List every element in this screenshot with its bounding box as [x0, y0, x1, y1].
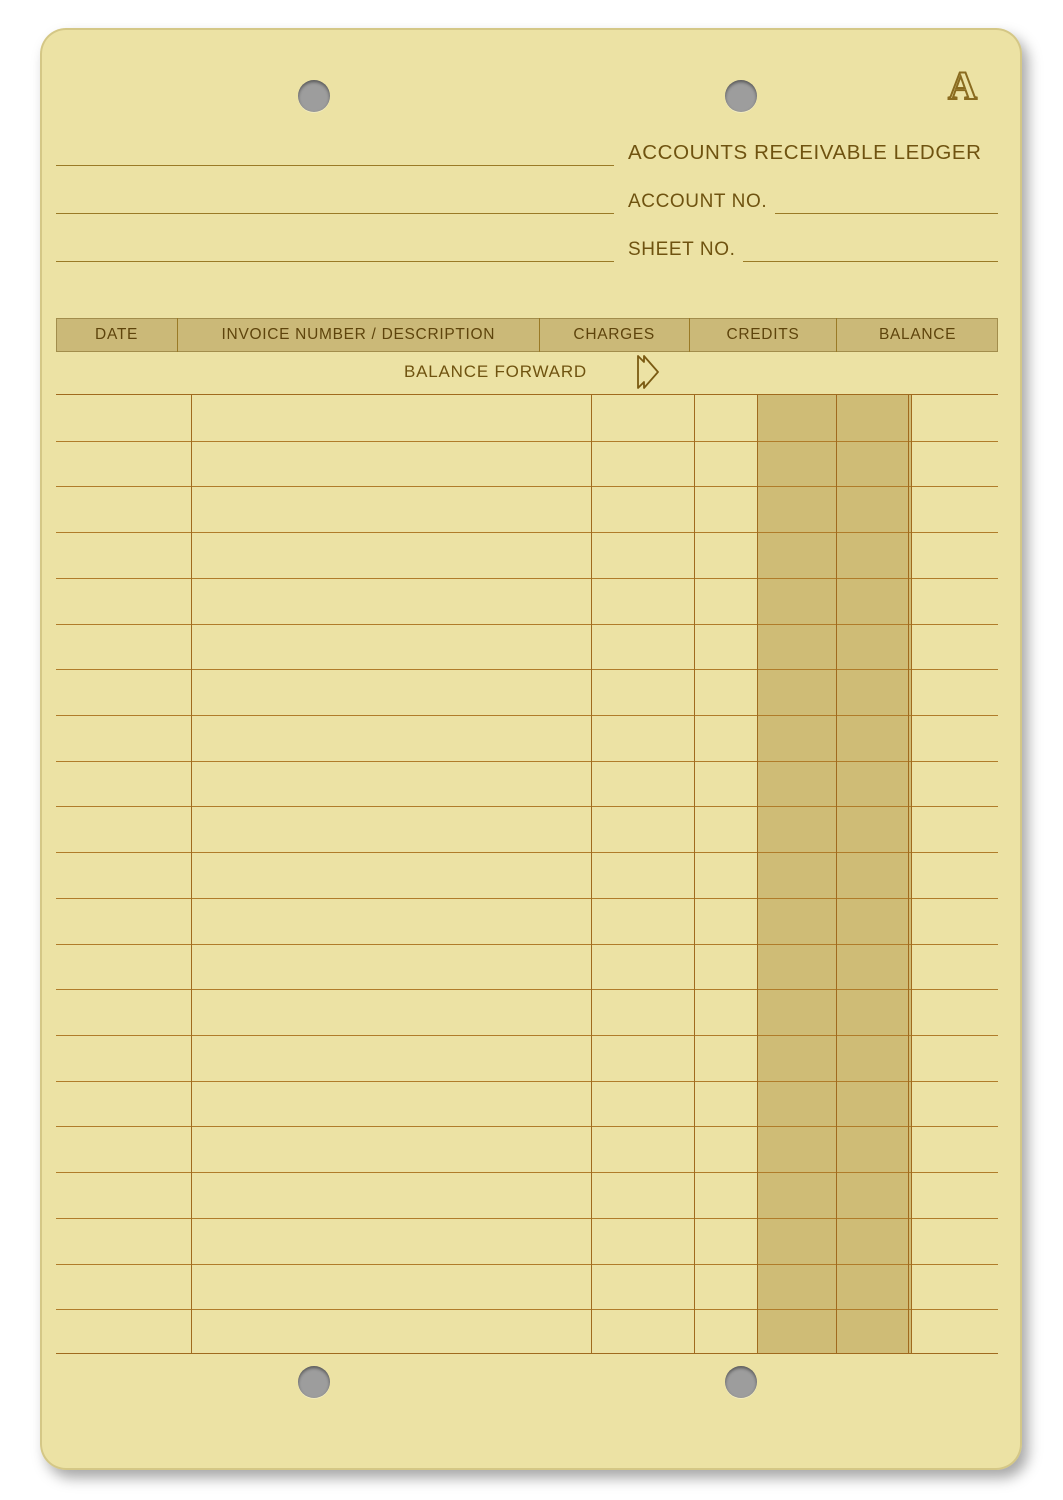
grid-column-line-5 — [911, 395, 912, 1353]
column-header-credits: CREDITS — [690, 318, 837, 352]
grid-row-line — [56, 852, 998, 853]
grid-column-line-0 — [191, 395, 192, 1353]
grid-row-line — [56, 1172, 998, 1173]
column-header-charges: CHARGES — [540, 318, 690, 352]
column-header-band — [56, 318, 998, 352]
grid-row-line — [56, 1035, 998, 1036]
corner-index-letter: A — [948, 63, 978, 108]
grid-row-line — [56, 806, 998, 807]
arrow-right-icon — [635, 354, 661, 390]
balance-forward-row — [56, 352, 998, 394]
grid-column-line-3 — [757, 395, 758, 1353]
punch-hole-bottom-right — [725, 1366, 757, 1398]
customer-city-field[interactable] — [56, 239, 614, 262]
header-row-title — [56, 136, 998, 166]
ledger-grid[interactable] — [56, 394, 998, 1354]
header-row-account — [56, 184, 998, 214]
customer-name-field[interactable] — [56, 143, 614, 166]
grid-row-line — [56, 532, 998, 533]
column-header-date: DATE — [56, 318, 178, 352]
grid-row-line — [56, 1081, 998, 1082]
grid-row-line — [56, 624, 998, 625]
grid-row-line — [56, 578, 998, 579]
grid-row-line — [56, 1309, 998, 1310]
shaded-column-b — [836, 395, 911, 1353]
sheet-no-label: SHEET NO. — [628, 239, 736, 260]
grid-row-line — [56, 898, 998, 899]
grid-column-line-4 — [836, 395, 837, 1353]
customer-address-field[interactable] — [56, 191, 614, 214]
grid-column-line-6 — [908, 395, 909, 1353]
grid-row-line — [56, 1126, 998, 1127]
grid-row-line — [56, 1218, 998, 1219]
balance-forward-label: BALANCE FORWARD — [404, 362, 587, 381]
punch-hole-bottom-left — [298, 1366, 330, 1398]
grid-row-line — [56, 989, 998, 990]
column-header-description: INVOICE NUMBER / DESCRIPTION — [178, 318, 540, 352]
punch-hole-top-left — [298, 80, 330, 112]
ledger-sheet — [40, 28, 1022, 1470]
shaded-column-a — [757, 395, 836, 1353]
grid-row-line — [56, 944, 998, 945]
grid-row-line — [56, 669, 998, 670]
grid-row-line — [56, 486, 998, 487]
grid-row-line — [56, 761, 998, 762]
account-no-label: ACCOUNT NO. — [628, 191, 768, 212]
grid-column-line-2 — [694, 395, 695, 1353]
header-row-sheet — [56, 232, 998, 262]
account-no-field[interactable] — [775, 191, 998, 214]
sheet-no-field[interactable] — [743, 239, 998, 262]
ledger-title: ACCOUNTS RECEIVABLE LEDGER — [628, 141, 982, 164]
grid-row-line — [56, 1264, 998, 1265]
column-header-balance: BALANCE — [878, 326, 957, 343]
grid-column-line-1 — [591, 395, 592, 1353]
ledger-header — [40, 128, 1022, 308]
grid-row-line — [56, 441, 998, 442]
punch-hole-top-right — [725, 80, 757, 112]
ledger-paper — [40, 28, 1022, 1470]
grid-row-line — [56, 715, 998, 716]
